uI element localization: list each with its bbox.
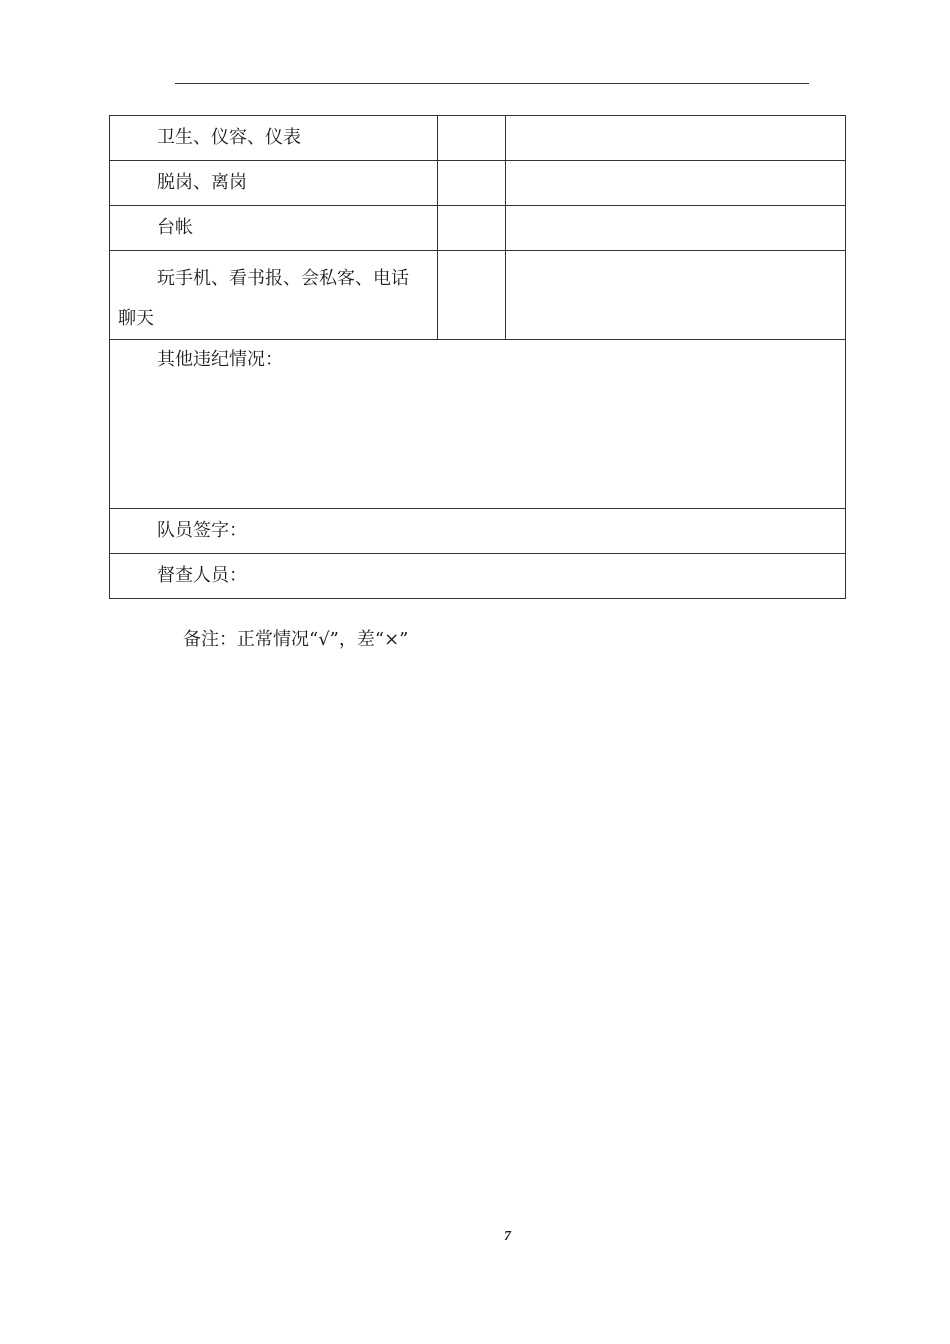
table-row <box>110 116 846 161</box>
mark-cell[interactable] <box>438 116 505 161</box>
footnote-remark: 备注：正常情况“√”，差“×” <box>183 629 409 650</box>
table-row <box>110 161 846 206</box>
table-row <box>110 206 846 251</box>
remark-cell[interactable] <box>505 206 845 251</box>
mark-cell[interactable] <box>438 251 505 340</box>
item-cell <box>110 161 438 206</box>
member-signature-cell[interactable] <box>110 509 846 554</box>
supervisor-row <box>110 554 846 599</box>
item-cell <box>110 251 438 340</box>
item-label: 玩手机、看书报、会私客、电话聊天 <box>118 268 409 329</box>
other-violations-cell[interactable] <box>110 340 846 509</box>
other-violations-row <box>110 340 846 509</box>
supervisor-label: 督查人员： <box>157 565 247 586</box>
item-cell <box>110 206 438 251</box>
mark-cell[interactable] <box>438 206 505 251</box>
item-label: 脱岗、离岗 <box>157 172 247 193</box>
table-row <box>110 251 846 340</box>
member-signature-label: 队员签字： <box>157 520 247 541</box>
supervisor-cell[interactable] <box>110 554 846 599</box>
mark-cell[interactable] <box>438 161 505 206</box>
remark-cell[interactable] <box>505 251 845 340</box>
remark-cell[interactable] <box>505 116 845 161</box>
page-number: 7 <box>504 1229 511 1244</box>
header-rule <box>175 83 809 84</box>
item-label: 卫生、仪容、仪表 <box>157 127 301 148</box>
item-cell <box>110 116 438 161</box>
remark-cell[interactable] <box>505 161 845 206</box>
inspection-form-table <box>109 115 846 599</box>
item-label: 台帐 <box>157 217 193 238</box>
member-signature-row <box>110 509 846 554</box>
other-violations-label: 其他违纪情况： <box>157 349 283 370</box>
